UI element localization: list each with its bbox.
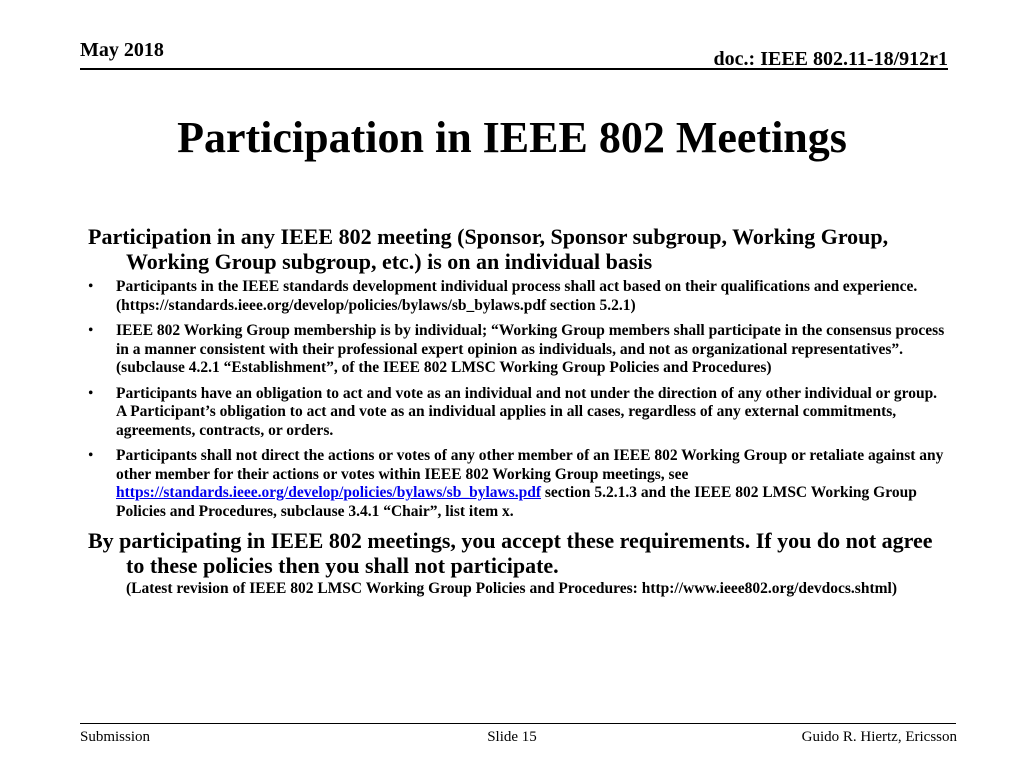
- footer-submission: Submission: [80, 729, 151, 745]
- bylaws-link[interactable]: https://standards.ieee.org/develop/policies/bylaws/sb_bylaws.pdf: [116, 484, 542, 501]
- bullet-list: [88, 278, 948, 521]
- bullet-text: Participants in the IEEE standards development individual process shall act based on their qualifications and experience. (https://standards.ieee.org/develop/policies/bylaws/sb_bylaws.pdf section 5.2.1): [116, 278, 918, 314]
- header-doc-id: doc.: IEEE 802.11-18/912r1: [713, 48, 948, 70]
- bullet-icon: •: [88, 384, 94, 402]
- header-date: May 2018: [80, 39, 164, 61]
- header-rule: [80, 68, 948, 70]
- slide-title: Participation in IEEE 802 Meetings: [177, 113, 847, 162]
- bullet-icon: •: [88, 278, 94, 295]
- bullet-icon: •: [88, 447, 94, 464]
- footer-rule: [80, 723, 956, 724]
- bullet-text-before: Participants shall not direct the actions or votes of any other member of an IEEE 802 Working Group or retaliate against any other member for their actions or votes within IEEE 802 Working Group meetings, see: [116, 447, 944, 483]
- lead-statement: Participation in any IEEE 802 meeting (Sponsor, Sponsor subgroup, Working Group, Working Group subgroup, etc.) is on an individual basis: [88, 224, 889, 274]
- bullet-item: [88, 447, 948, 521]
- footer-author: Guido R. Hiertz, Ericsson: [801, 729, 957, 745]
- slide-body: [88, 224, 948, 599]
- bullet-text: Participants have an obligation to act and vote as an individual and not under the direction of any other individual or group. A Participant’s obligation to act and vote as an individual applies in all cases, regardless of any external commitments, agreements, contracts, or orders.: [116, 384, 938, 439]
- footer-slide-number: Slide 15: [487, 729, 537, 745]
- revision-note: (Latest revision of IEEE 802 LMSC Working Group Policies and Procedures: http://www.ieee802.org/devdocs.shtml): [126, 580, 897, 597]
- bullet-text-after: section 5.2.1.3 and the IEEE 802 LMSC Working Group Policies and Procedures, subclause 3.4.1 “Chair”, list item x.: [116, 484, 917, 520]
- closing-statement: By participating in IEEE 802 meetings, you accept these requirements. If you do not agree to these policies then you shall not participate.: [88, 528, 933, 578]
- bullet-item: [88, 385, 948, 441]
- bullet-item: [88, 278, 948, 315]
- bullet-item: [88, 322, 948, 378]
- bullet-text: IEEE 802 Working Group membership is by individual; “Working Group members shall participate in the consensus process in a manner consistent with their professional expert opinion as individuals, and not as organizational representatives”. (subclause 4.2.1 “Establishment”, of the IEEE 802 LMSC Working Group Policies and Procedures): [116, 322, 945, 376]
- bullet-icon: •: [88, 322, 94, 339]
